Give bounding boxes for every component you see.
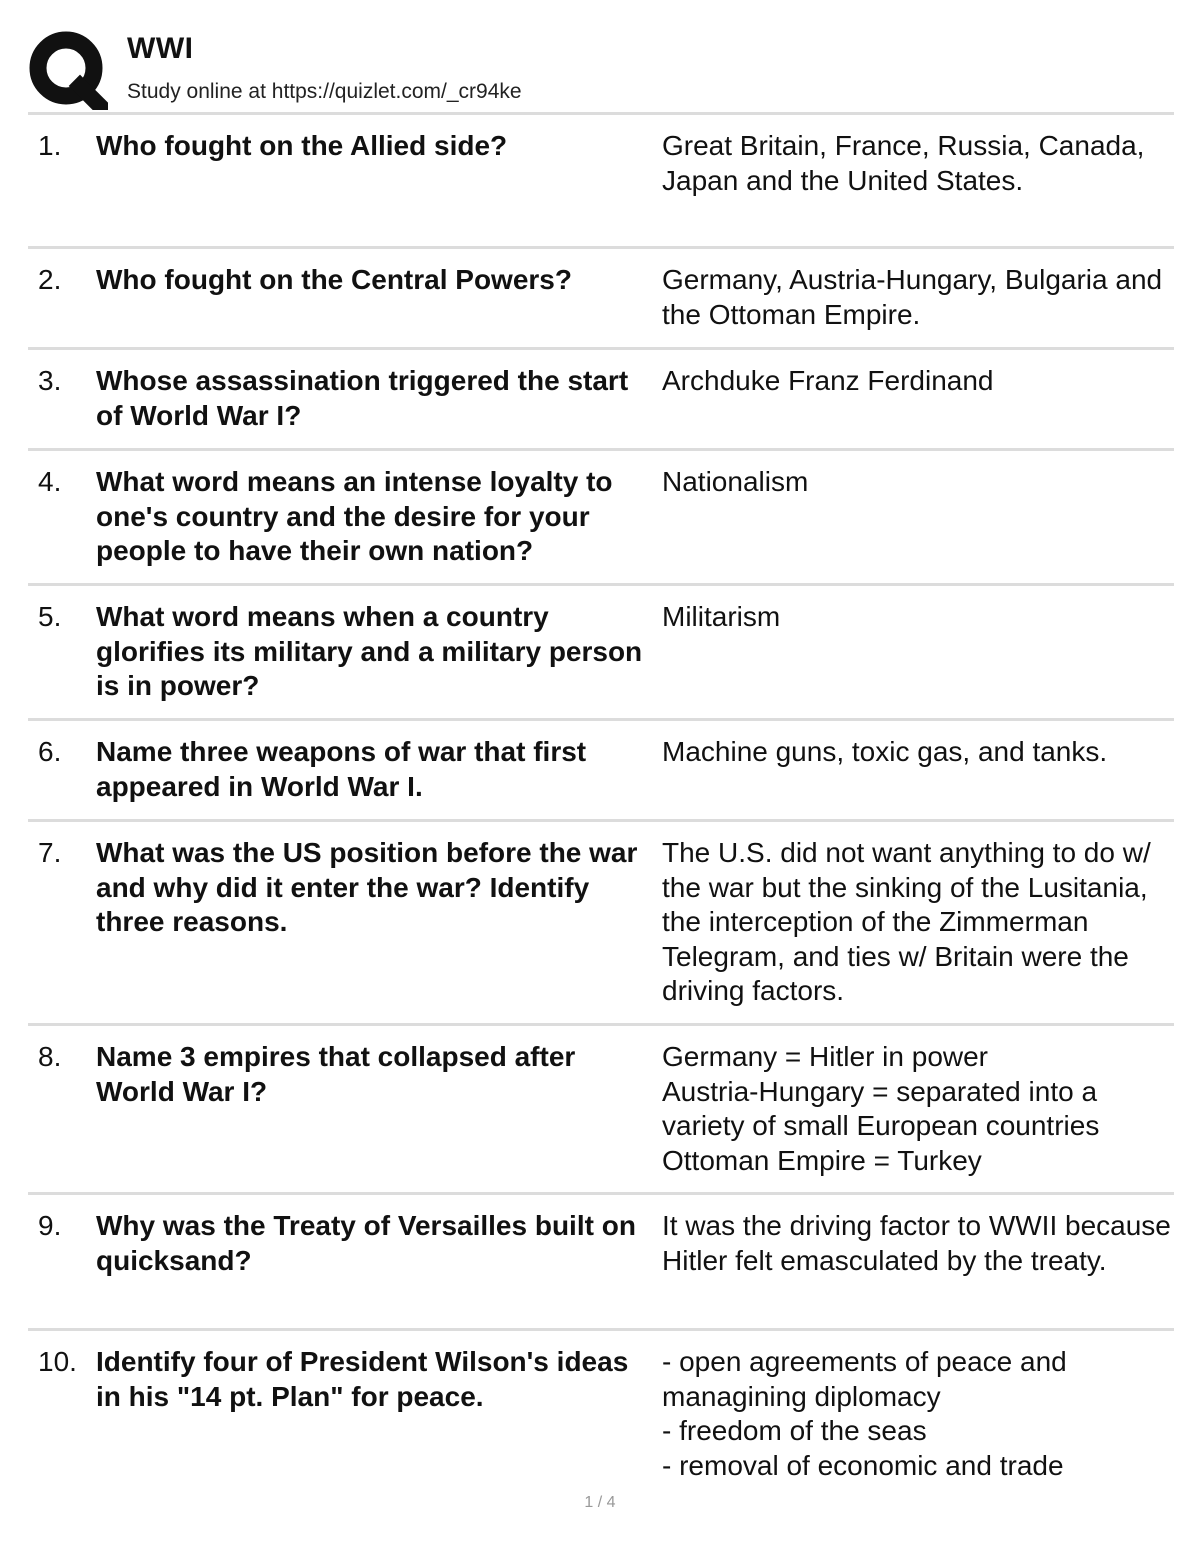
card-number: 7. bbox=[38, 837, 62, 868]
card-answer: Militarism bbox=[662, 601, 781, 632]
card-answer: Germany, Austria-Hungary, Bulgaria and the Ottoman Empire. bbox=[662, 264, 1163, 330]
flashcard-row bbox=[28, 1023, 1174, 1192]
card-answer: Great Britain, France, Russia, Canada, Japan and the United States. bbox=[662, 130, 1145, 196]
flashcard-row bbox=[28, 819, 1174, 1023]
card-number: 2. bbox=[38, 264, 62, 295]
flashcard-row bbox=[28, 1328, 1174, 1488]
card-question: Name three weapons of war that first appeared in World War I. bbox=[96, 736, 587, 802]
card-question: Why was the Treaty of Versailles built on quicksand? bbox=[96, 1210, 636, 1276]
flashcard-row bbox=[28, 347, 1174, 448]
card-number: 6. bbox=[38, 736, 62, 767]
flashcard-row bbox=[28, 718, 1174, 819]
flashcard-row bbox=[28, 448, 1174, 583]
card-number: 8. bbox=[38, 1041, 62, 1072]
study-online-link[interactable]: Study online at https://quizlet.com/_cr94ke bbox=[127, 80, 522, 103]
card-question: Name 3 empires that collapsed after World War I? bbox=[96, 1041, 576, 1107]
card-question: What word means an intense loyalty to one's country and the desire for your people to have their own nation? bbox=[96, 466, 613, 566]
card-answer: Germany = Hitler in power Austria-Hungary = separated into a variety of small European countries Ottoman Empire = Turkey bbox=[662, 1041, 1100, 1176]
card-number: 10. bbox=[38, 1346, 77, 1377]
card-answer: Archduke Franz Ferdinand bbox=[662, 365, 994, 396]
card-question: What word means when a country glorifies its military and a military person is in power? bbox=[96, 601, 643, 701]
card-question: Who fought on the Central Powers? bbox=[96, 264, 572, 295]
card-number: 1. bbox=[38, 130, 62, 161]
flashcard-row bbox=[28, 1192, 1174, 1328]
card-question: Whose assassination triggered the start of World War I? bbox=[96, 365, 629, 431]
page-number: 1 / 4 bbox=[584, 1494, 616, 1511]
set-title: WWI bbox=[127, 32, 194, 65]
card-question: What was the US position before the war and why did it enter the war? Identify three reasons. bbox=[96, 837, 638, 937]
card-answer: Machine guns, toxic gas, and tanks. bbox=[662, 736, 1108, 767]
card-number: 5. bbox=[38, 601, 62, 632]
card-question: Identify four of President Wilson's ideas in his "14 pt. Plan" for peace. bbox=[96, 1346, 629, 1412]
card-number: 4. bbox=[38, 466, 62, 497]
card-answer: It was the driving factor to WWII because Hitler felt emasculated by the treaty. bbox=[662, 1210, 1171, 1276]
card-answer: The U.S. did not want anything to do w/ the war but the sinking of the Lusitania, the interception of the Zimmerman Telegram, and ties w/ Britain were the driving factors. bbox=[662, 837, 1151, 1006]
card-answer: Nationalism bbox=[662, 466, 809, 497]
flashcard-row bbox=[28, 246, 1174, 347]
card-number: 3. bbox=[38, 365, 62, 396]
header bbox=[28, 26, 1178, 110]
flashcard-row bbox=[28, 583, 1174, 718]
flashcard-row bbox=[28, 112, 1174, 246]
card-question: Who fought on the Allied side? bbox=[96, 130, 508, 161]
quizlet-logo-icon bbox=[28, 30, 108, 110]
card-number: 9. bbox=[38, 1210, 62, 1241]
card-answer: - open agreements of peace and managining diplomacy - freedom of the seas - removal of economic and trade bbox=[662, 1346, 1067, 1481]
flashcard-list bbox=[28, 112, 1174, 1488]
